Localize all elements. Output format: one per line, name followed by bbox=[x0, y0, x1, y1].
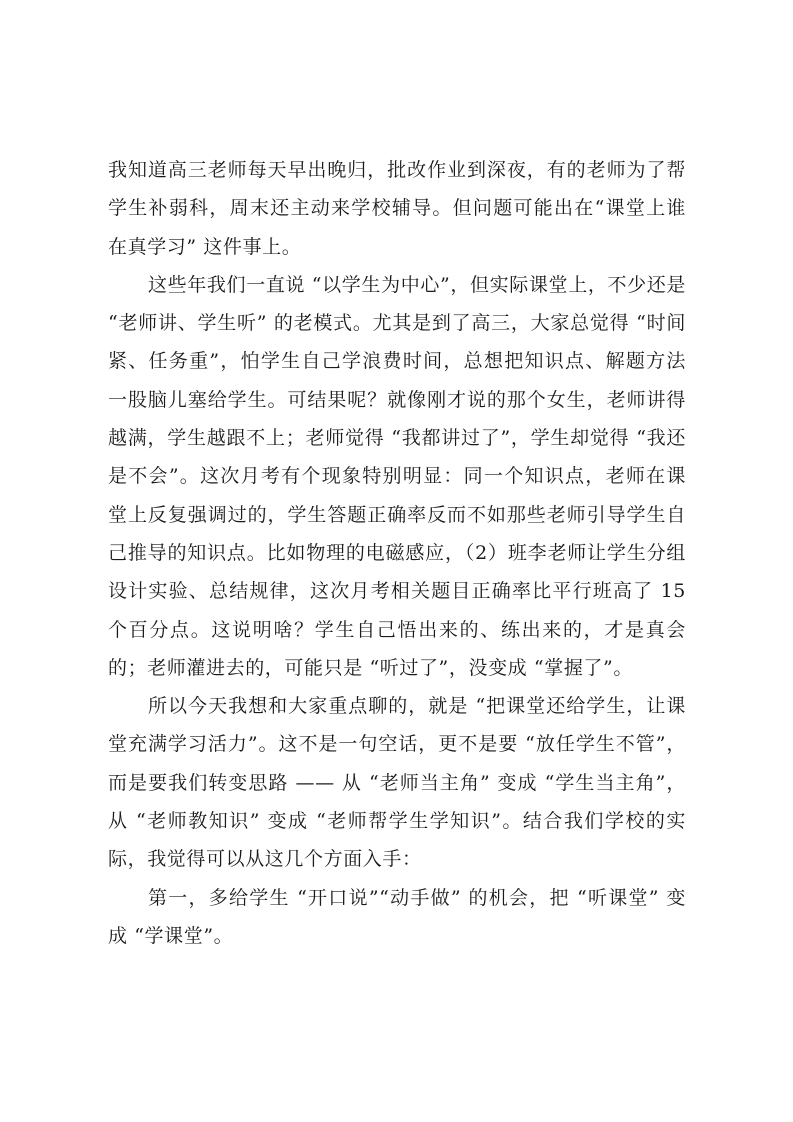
paragraph-1: 我知道高三老师每天早出晚归，批改作业到深夜，有的老师为了帮学生补弱科，周末还主动来学校辅导。但问题可能出在“课堂上谁在真学习” 这件事上。 bbox=[108, 159, 686, 258]
paragraph-4: 第一，多给学生 “开口说”“动手做” 的机会，把 “听课堂” 变成 “学课堂”。 bbox=[108, 886, 686, 947]
paragraph-3: 所以今天我想和大家重点聊的，就是 “把课堂还给学生，让课堂充满学习活力”。这不是一句空话，更不是要 “放任学生不管”，而是要我们转变思路 —— 从 “老师当主角” 变成 “学生当主角”，从 “老师教知识” 变成 “老师帮学生学知识”。结合我们学校的实际，我觉得可以从这几个方面入手： bbox=[108, 695, 686, 871]
document-body bbox=[108, 151, 686, 955]
paragraph-2: 这些年我们一直说 “以学生为中心”，但实际课堂上，不少还是 “老师讲、学生听” 的老模式。尤其是到了高三，大家总觉得 “时间紧、任务重”，怕学生自己学浪费时间，总想把知识点、解题方法一股脑儿塞给学生。可结果呢？就像刚才说的那个女生，老师讲得越满，学生越跟不上；老师觉得 “我都讲过了”，学生却觉得 “我还是不会”。这次月考有个现象特别明显：同一个知识点，老师在课堂上反复强调过的，学生答题正确率反而不如那些老师引导学生自己推导的知识点。比如物理的电磁感应，（2）班李老师让学生分组设计实验、总结规律，这次月考相关题目正确率比平行班高了 15 个百分点。这说明啥？学生自己悟出来的、练出来的，才是真会的；老师灌进去的，可能只是 “听过了”，没变成 “掌握了”。 bbox=[108, 273, 686, 679]
